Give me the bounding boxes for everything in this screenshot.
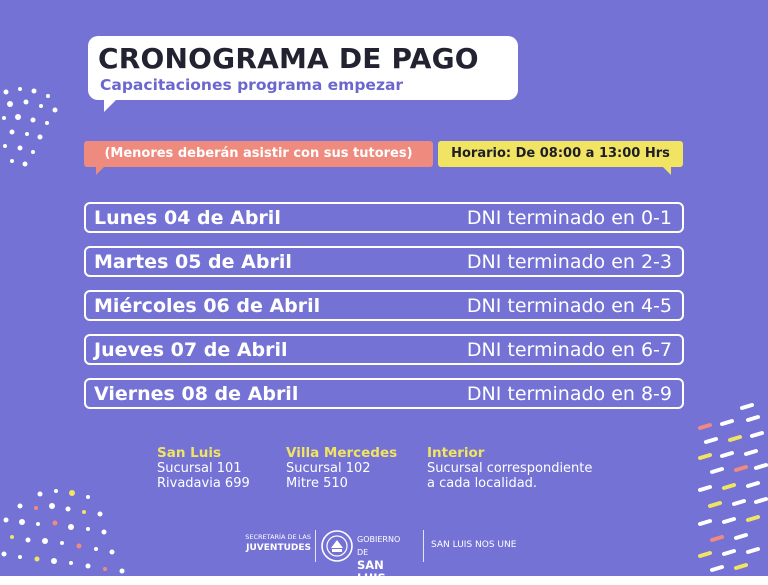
- schedule-dni: DNI terminado en 8-9: [466, 383, 672, 405]
- schedule-dni: DNI terminado en 4-5: [466, 295, 672, 317]
- schedule-dni: DNI terminado en 2-3: [466, 251, 672, 273]
- branch-interior: [427, 446, 592, 491]
- schedule-row-friday: [84, 378, 684, 409]
- secretaria-label: SECRETARÍA DE LAS: [245, 533, 311, 541]
- provincial-seal-icon: [320, 529, 354, 563]
- schedule-date: Miércoles 06 de Abril: [94, 295, 321, 317]
- branch-line: Sucursal 101: [157, 461, 242, 476]
- juventudes-label: JUVENTUDES: [246, 543, 311, 553]
- branch-line: a cada localidad.: [427, 476, 538, 491]
- schedule-row-monday: [84, 202, 684, 233]
- branch-san-luis: [157, 446, 250, 491]
- gobierno-label: GOBIERNO DE: [357, 535, 401, 557]
- secretaria-juventudes-logo: [245, 532, 311, 554]
- branch-line: Sucursal 102: [286, 461, 371, 476]
- branch-line: Rivadavia 699: [157, 476, 250, 491]
- schedule-list: [84, 202, 684, 422]
- title-bubble: [88, 36, 518, 100]
- schedule-dni: DNI terminado en 6-7: [466, 339, 672, 361]
- footer-divider: [423, 530, 424, 562]
- schedule-row-wednesday: [84, 290, 684, 321]
- gobierno-san-luis-logo: [357, 533, 400, 585]
- schedule-row-thursday: [84, 334, 684, 365]
- slogan: SAN LUIS NOS UNE: [431, 540, 517, 550]
- schedule-date: Martes 05 de Abril: [94, 251, 292, 273]
- hours-note: Horario: De 08:00 a 13:00 Hrs: [438, 141, 683, 167]
- schedule-date: Viernes 08 de Abril: [94, 383, 299, 405]
- schedule-dni: DNI terminado en 0-1: [466, 207, 672, 229]
- branch-line: Sucursal correspondiente: [427, 461, 593, 476]
- schedule-date: Jueves 07 de Abril: [94, 339, 288, 361]
- page-subtitle: Capacitaciones programa empezar: [100, 76, 404, 94]
- branch-line: Mitre 510: [286, 476, 348, 491]
- san-luis-label: SAN LUIS: [357, 558, 386, 585]
- page-title: CRONOGRAMA DE PAGO: [98, 42, 479, 75]
- footer-divider: [315, 530, 316, 562]
- branch-title: Villa Mercedes: [286, 445, 398, 461]
- branch-villa-mercedes: [286, 446, 397, 491]
- minors-note: (Menores deberán asistir con sus tutores): [84, 141, 433, 167]
- schedule-date: Lunes 04 de Abril: [94, 207, 281, 229]
- branch-title: San Luis: [157, 445, 222, 461]
- branch-title: Interior: [427, 445, 485, 461]
- schedule-row-tuesday: [84, 246, 684, 277]
